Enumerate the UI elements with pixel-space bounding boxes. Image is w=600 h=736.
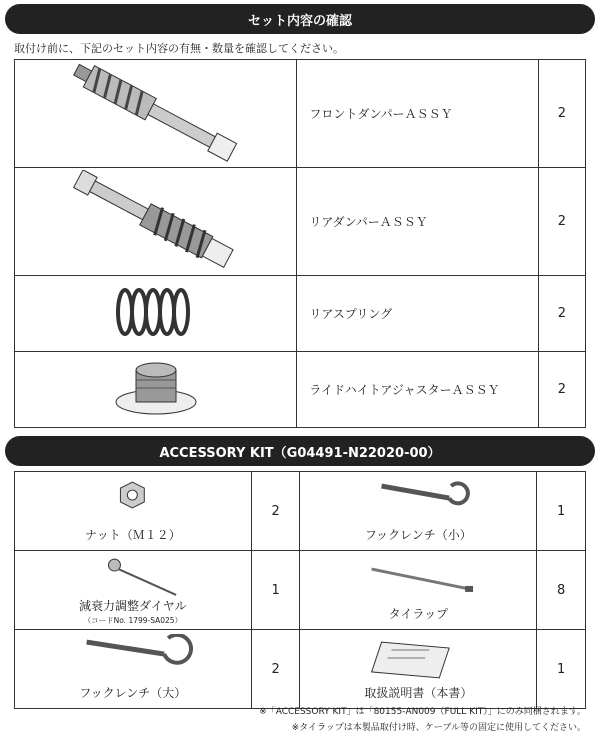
spring-icon bbox=[111, 282, 201, 342]
part-qty: 2 bbox=[538, 352, 585, 428]
accessory-cell bbox=[15, 630, 252, 709]
part-name: リアスプリング bbox=[297, 276, 538, 352]
accessory-name: 減衰力調整ダイヤル bbox=[79, 599, 187, 613]
accessory-name: フックレンチ（大） bbox=[79, 686, 187, 700]
accessory-code: （コードNo. 1799-SA025） bbox=[83, 616, 183, 625]
accessory-cell bbox=[15, 551, 252, 630]
accessory-cell bbox=[15, 472, 252, 551]
section-title-accessory-kit: ACCESSORY KIT（G04491-N22020-00） bbox=[5, 436, 595, 466]
accessory-qty: 1 bbox=[251, 551, 300, 630]
part-qty: 2 bbox=[538, 60, 585, 168]
accessory-qty: 1 bbox=[537, 472, 586, 551]
parts-table bbox=[14, 59, 586, 428]
part-image bbox=[15, 276, 297, 352]
accessory-qty: 2 bbox=[251, 472, 300, 551]
tie-wrap-icon bbox=[300, 555, 536, 605]
section-title-set-contents: セット内容の確認 bbox=[5, 4, 595, 34]
part-name: ライドハイトアジャスターＡＳＳＹ bbox=[297, 352, 538, 428]
table-row bbox=[15, 168, 586, 276]
part-qty: 2 bbox=[538, 276, 585, 352]
hook-wrench-small-icon bbox=[300, 476, 536, 526]
accessory-name: タイラップ bbox=[388, 607, 449, 621]
accessory-cell bbox=[300, 472, 537, 551]
part-name: リアダンパーＡＳＳＹ bbox=[297, 168, 538, 276]
footnote: ※タイラップは本製品取付け時、ケーブル等の固定に使用してください。 bbox=[291, 723, 586, 733]
accessory-qty: 1 bbox=[537, 630, 586, 709]
accessory-cell bbox=[300, 630, 537, 709]
intro-text: 取付け前に、下記のセット内容の有無・数量を確認してください。 bbox=[14, 42, 344, 55]
footnote: ※「ACCESSORY KIT」は「80155-AN009（FULL KIT）」にのみ同梱されます。 bbox=[259, 707, 586, 717]
table-row bbox=[15, 276, 586, 352]
accessory-qty: 8 bbox=[537, 551, 586, 630]
part-name: フロントダンパーＡＳＳＹ bbox=[297, 60, 538, 168]
rear-damper-icon bbox=[56, 170, 256, 270]
front-damper-icon bbox=[56, 62, 256, 162]
table-row bbox=[15, 352, 586, 428]
table-row bbox=[15, 472, 586, 551]
adjuster-icon bbox=[111, 356, 201, 420]
table-row bbox=[15, 551, 586, 630]
part-image bbox=[15, 352, 297, 428]
part-image bbox=[15, 60, 297, 168]
accessory-table bbox=[14, 471, 586, 709]
table-row bbox=[15, 630, 586, 709]
table-row bbox=[15, 60, 586, 168]
part-image bbox=[15, 168, 297, 276]
accessory-cell bbox=[300, 551, 537, 630]
accessory-name: フックレンチ（小） bbox=[364, 528, 472, 542]
hook-wrench-large-icon bbox=[15, 634, 251, 684]
part-qty: 2 bbox=[538, 168, 585, 276]
accessory-name: ナット（Ｍ１２） bbox=[84, 528, 181, 542]
manual-icon bbox=[300, 634, 536, 684]
accessory-qty: 2 bbox=[251, 630, 300, 709]
nut-icon bbox=[15, 476, 251, 526]
accessory-name: 取扱説明書（本書） bbox=[364, 686, 473, 700]
